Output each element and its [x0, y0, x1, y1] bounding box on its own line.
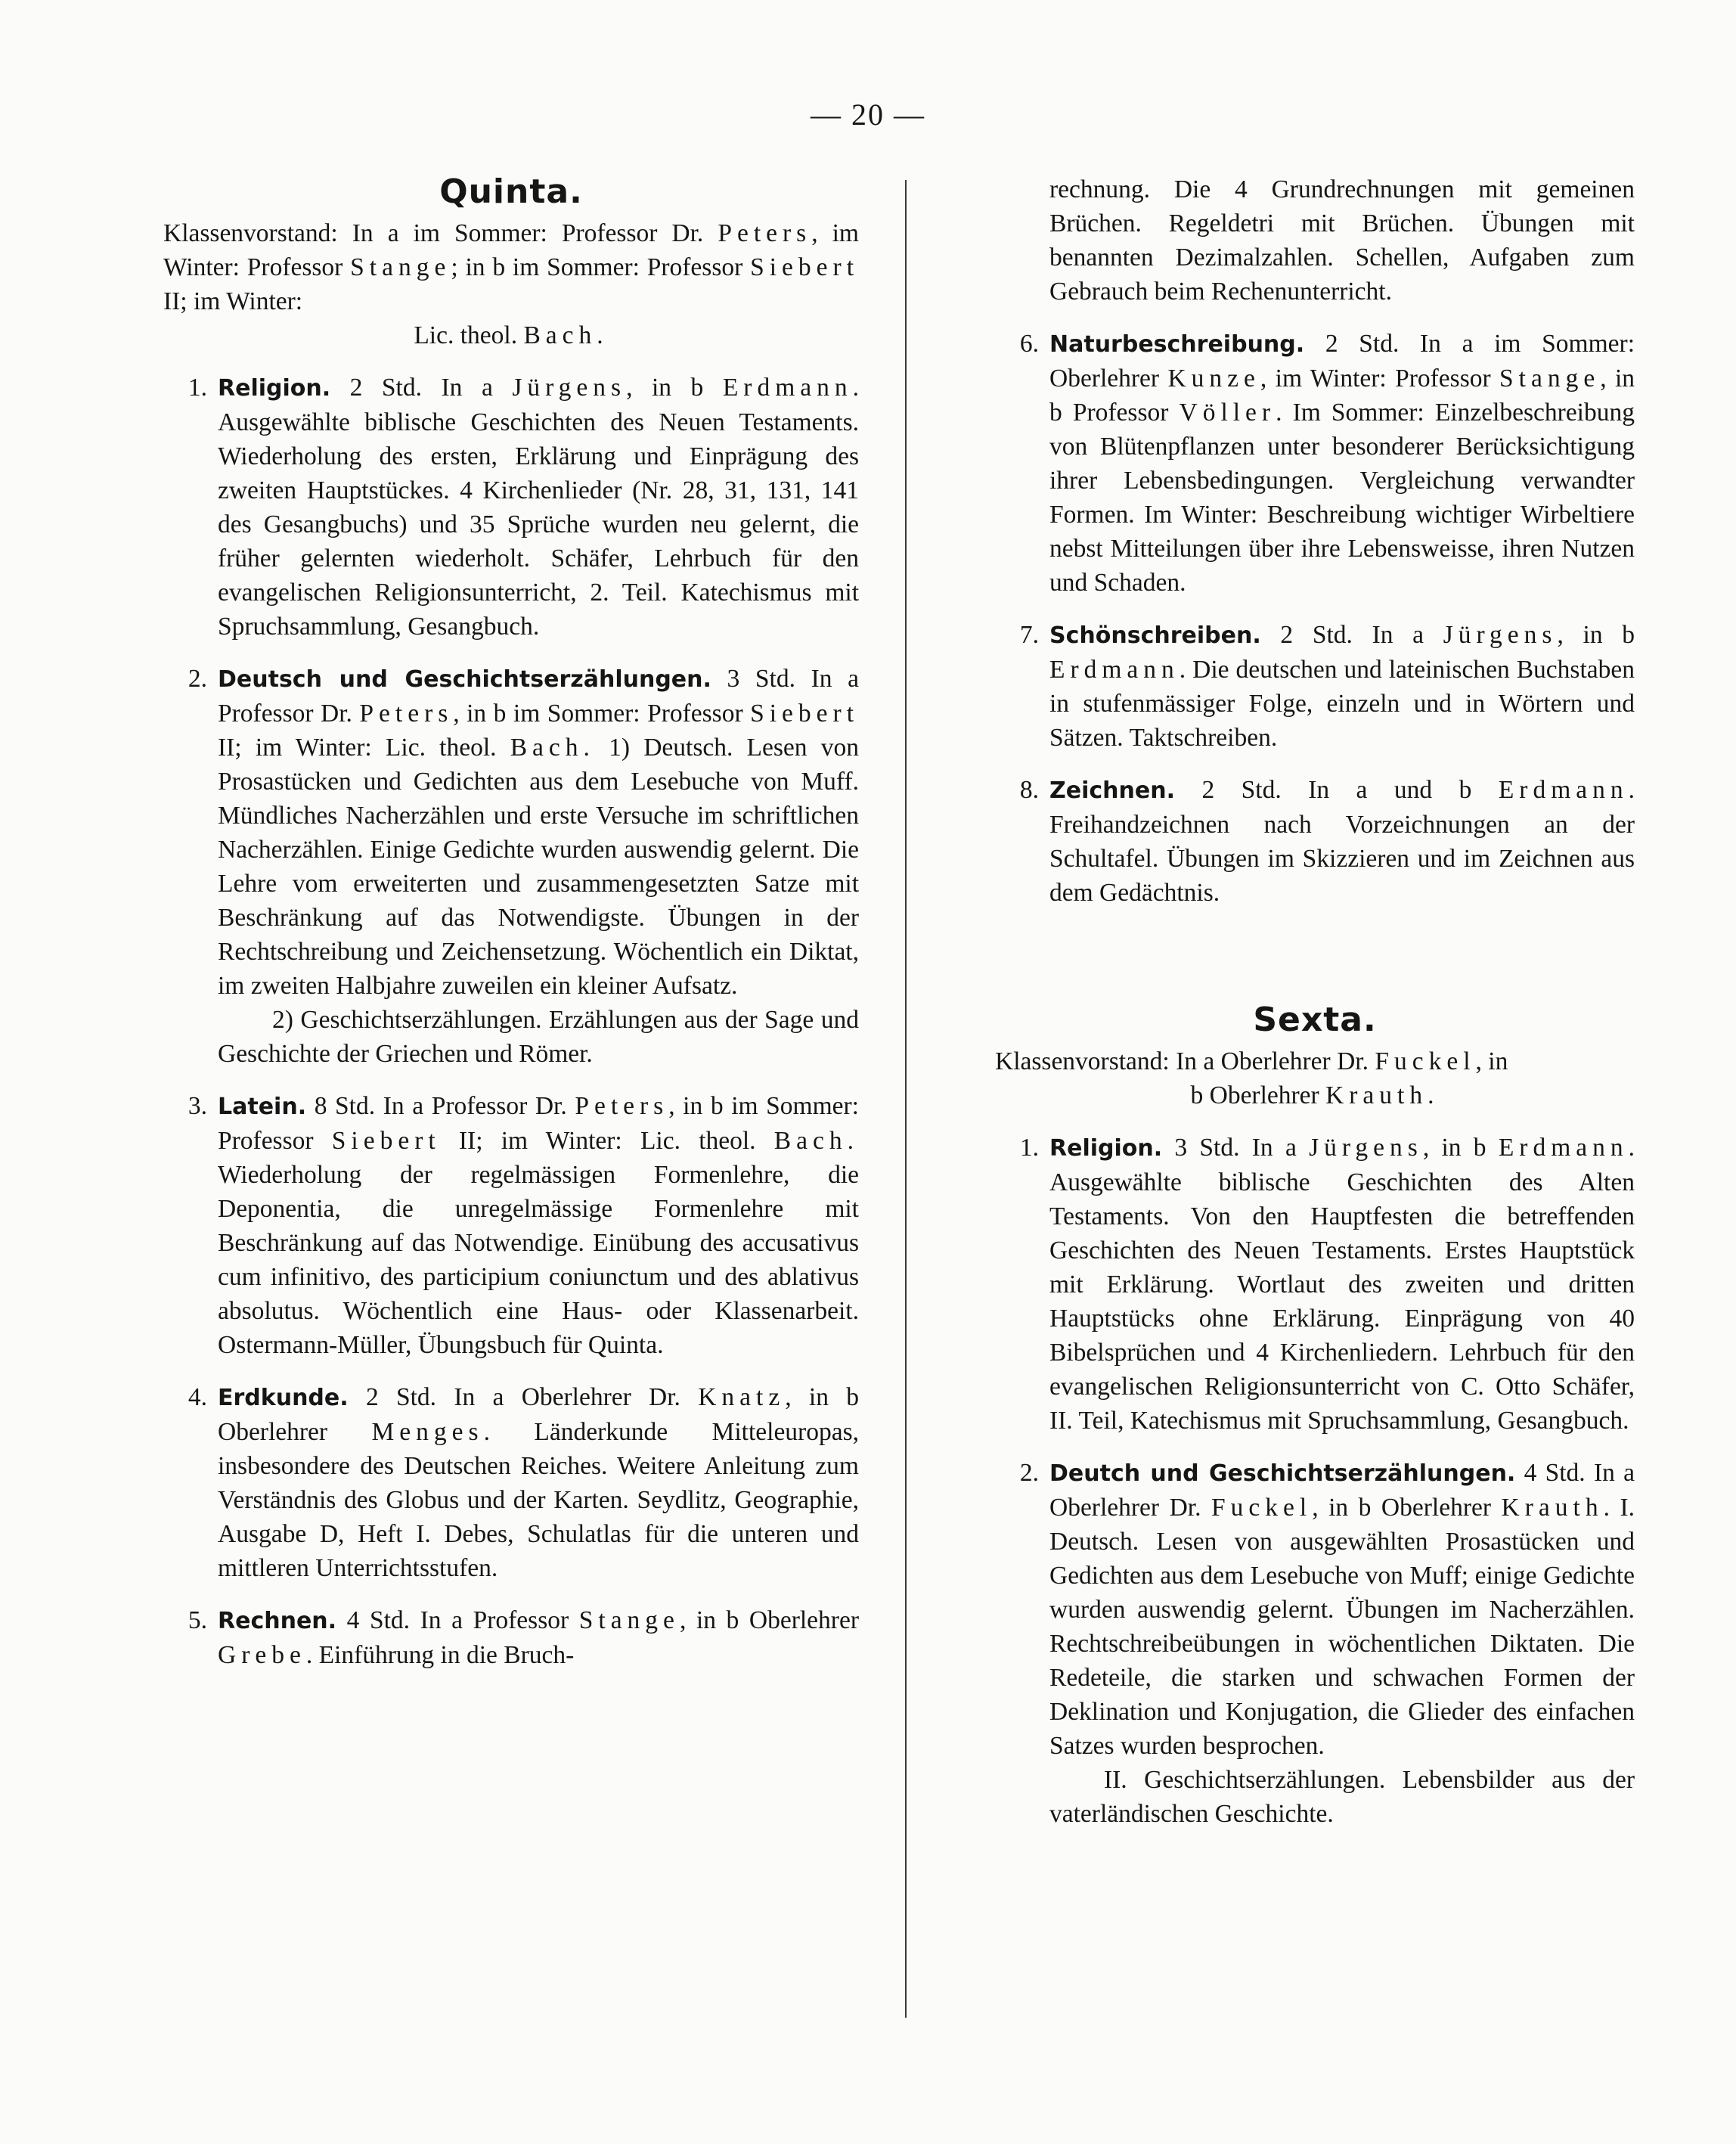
left-column: [163, 172, 859, 1672]
list-item: 2. Deutch und Geschichtserzählungen. 4 Std. In a Oberlehrer Dr. Fuckel, in b Oberlehrer Krauth. I. Deutsch. Lesen von ausgewählten Prosastücken und Gedichten aus dem Lesebuche von Muff; einige Gedichte wurden auswendig gelernt. Übungen im Nacherzählen. Rechtschreibeübungen in wöchentlichen Diktaten. Die Redeteile, die starken und schwachen Formen der Deklination und Konjugation, die Glieder des einfachen Satzes wurden besprochen. II. Geschichtserzählungen. Lebensbilder aus der vaterländischen Geschichte.: [1019, 1459, 1635, 1828]
right-column: [995, 172, 1635, 1831]
subject-title: Religion.: [218, 375, 331, 402]
section-heading-quinta: Quinta.: [439, 172, 583, 211]
list-item: 2. Deutsch und Geschichtserzählungen. 3 Std. In a Professor Dr. Peters, in b im Sommer: Professor Siebert II; im Winter: Lic. theol. Bach. 1) Deutsch. Lesen von Prosastücken und Gedichten aus dem Lesebuche von Muff. Mündliches Nacherzählen und erste Versuche im schriftlichen Nacherzählen. Einige Gedichte wurden auswendig gelernt. Die Lehre vom erweiterten und zusammengesetzten Satze mit Beschränkung auf das Notwendigste. Übungen in der Rechtschreibung und Zeichensetzung. Wöchentlich ein Diktat, im zweiten Halbjahre zuweilen ein kleiner Aufsatz. 2) Geschichtserzählungen. Erzählungen aus der Sage und Geschichte der Griechen und Römer.: [188, 665, 860, 1068]
subject-title: Latein.: [218, 1094, 307, 1120]
continuation-text: rechnung. Die 4 Grundrechnungen mit gemeinen Brüchen. Regeldetri mit Brüchen. Übungen mit benannten Dezimalzahlen. Schellen, Aufgaben zum Gebrauch beim Rechenunterricht.: [1049, 175, 1635, 306]
list-item: 1. Religion. 2 Std. In a Jürgens, in b Erdmann. Ausgewählte biblische Geschichten des Neuen Testaments. Wiederholung des ersten, Erklärung und Einprägung des zweiten Hauptstückes. 4 Kirchenlieder (Nr. 28, 31, 131, 141 des Gesangbuchs) und 35 Sprüche wurden neu gelernt, die früher gelernten wiederholt. Schäfer, Lehrbuch für den evangelischen Religionsunterricht, 2. Teil. Katechismus mit Spruchsammlung, Gesangbuch.: [188, 374, 859, 641]
subject-title: Religion.: [1049, 1135, 1163, 1162]
list-item: 7. Schönschreiben. 2 Std. In a Jürgens, in b Erdmann. Die deutschen und lateinischen Buchstaben in stufenmässiger Folge, einzeln und in Wörtern und Sätzen. Taktschreiben.: [1019, 621, 1635, 752]
list-item: 4. Erdkunde. 2 Std. In a Oberlehrer Dr. Knatz, in b Oberlehrer Menges. Länderkunde Mitteleuropas, insbesondere des Deutschen Reiches. Weitere Anleitung zum Verständnis des Globus und der Karten. Seydlitz, Geographie, Ausgabe D, Heft I. Debes, Schulatlas für die unteren und mittleren Unterrichtsstufen.: [188, 1383, 859, 1582]
klassenvorstand-sexta: Klassenvorstand: In a Oberlehrer Dr. Fuckel, in b Oberlehrer Krauth.: [995, 1047, 1508, 1109]
subject-title: Deutsch und Geschichtserzählungen.: [218, 666, 711, 693]
list-item: 6. Naturbeschreibung. 2 Std. In a im Sommer: Oberlehrer Kunze, im Winter: Professor Stange, in b Professor Völler. Im Sommer: Einzelbeschreibung von Blütenpflanzen unter besonderer Berücksichtigung ihrer Lebensbedingungen. Vergleichung verwandter Formen. Im Winter: Beschreibung wichtiger Wirbeltiere nebst Mitteilungen über ihre Lebensweisse, ihren Nutzen und Schaden.: [1019, 330, 1635, 597]
subject-title: Zeichnen.: [1049, 777, 1175, 804]
list-item: 8. Zeichnen. 2 Std. In a und b Erdmann. Freihandzeichnen nach Vorzeichnungen an der Schultafel. Übungen im Skizzieren und im Zeichnen aus dem Gedächtnis.: [1019, 776, 1635, 907]
subject-title: Naturbeschreibung.: [1049, 331, 1305, 358]
section-heading-sexta: Sexta.: [1253, 1001, 1377, 1039]
column-divider: [905, 180, 907, 2018]
list-item: 1. Religion. 3 Std. In a Jürgens, in b Erdmann. Ausgewählte biblische Geschichten des Alten Testaments. Von den Hauptfesten die betreffenden Geschichten des Neuen Testaments. Erstes Hauptstück mit Erklärung. Wortlaut des zweiten und dritten Hauptstücks ohne Erklärung. Einprägung von 40 Bibelsprüchen und 4 Kirchenliedern. Lehrbuch für den evangelischen Religionsunterricht von C. Otto Schäfer, II. Teil, Katechismus mit Spruchsammlung, Gesangbuch.: [1019, 1134, 1635, 1435]
page-number: — 20 —: [811, 98, 925, 132]
klassenvorstand-quinta: Klassenvorstand: In a im Sommer: Professor Dr. Peters, im Winter: Professor Stange; in b im Sommer: Professor Siebert II; im Winter: Lic. theol. Bach.: [163, 219, 859, 349]
subject-title: Schönschreiben.: [1049, 622, 1261, 649]
list-item: 3. Latein. 8 Std. In a Professor Dr. Peters, in b im Sommer: Professor Siebert II; im Winter: Lic. theol. Bach. Wiederholung der regelmässigen Formenlehre, die Deponentia, die unregelmässige Formenlehre mit Beschränkung auf das Notwendige. Einübung des accusativus cum infinitivo, des participium coniunctum und des ablativus absolutus. Wöchentlich eine Haus- oder Klassenarbeit. Ostermann-Müller, Übungsbuch für Quinta.: [188, 1092, 859, 1359]
subject-title: Deutch und Geschichtserzählungen.: [1049, 1460, 1516, 1487]
subject-title: Rechnen.: [218, 1608, 337, 1634]
subject-title: Erdkunde.: [218, 1385, 349, 1411]
list-item: 5. Rechnen. 4 Std. In a Professor Stange, in b Oberlehrer Grebe. Einführung in die Bruch-: [188, 1606, 859, 1669]
